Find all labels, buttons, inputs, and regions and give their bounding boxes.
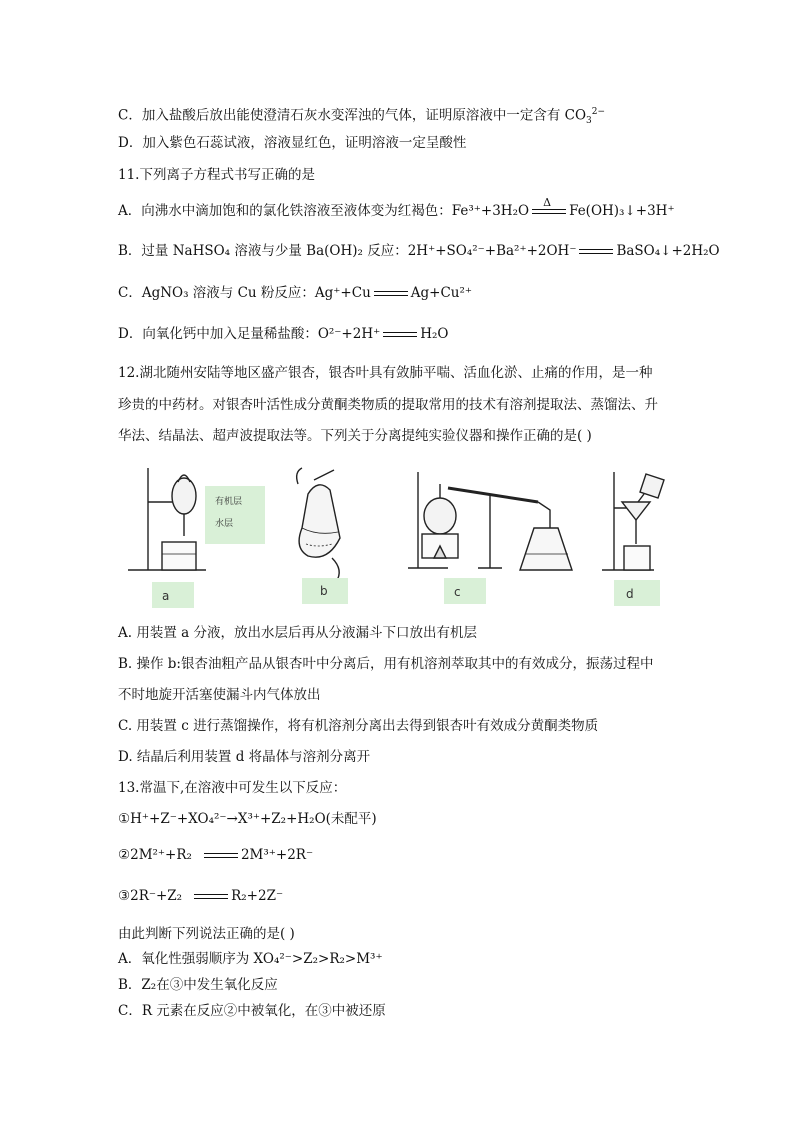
q13-stem: 13.常温下,在溶液中可发生以下反应： [118,780,347,796]
q12-option-b-line1: B. 操作 b:银杏油粗产品从银杏叶中分离后，用有机溶剂萃取其中的有效成分，振荡过程中 [118,656,654,672]
apparatus-drawing [118,458,678,610]
q11-option-d: D．向氧化钙中加入足量稀盐酸：O²⁻+2H⁺ H₂O [118,326,449,342]
equals-sign [194,892,228,902]
q13-reaction-2: ②2M²⁺+R₂ 2M³⁺+2R⁻ [118,847,314,863]
q11-option-c: C．AgNO₃ 溶液与 Cu 粉反应：Ag⁺+Cu Ag+Cu²⁺ [118,285,473,301]
q11-stem: 11.下列离子方程式书写正确的是 [118,167,315,183]
label-d: d [614,580,660,606]
q12-stem-line2: 珍贵的中药材。对银杏叶活性成分黄酮类物质的提取常用的技术有溶剂提取法、蒸馏法、升 [118,397,658,413]
equals-sign [204,851,238,861]
label-a: a [152,582,194,608]
q11-option-b: B．过量 NaHSO₄ 溶液与少量 Ba(OH)₂ 反应：2H⁺+SO₄²⁻+Ba²⁺+2OH⁻ BaSO₄↓+2H₂O [118,243,720,259]
apparatus-figure [118,458,678,610]
label-b: b [302,578,348,604]
equals-sign [579,247,613,257]
water-layer-label: 水层 [215,519,234,529]
q12-option-d: D. 结晶后利用装置 d 将晶体与溶剂分离开 [118,749,371,765]
heat-symbol: Δ [543,195,552,209]
q11-option-a: A．向沸水中滴加饱和的氯化铁溶液至液体变为红褐色：Fe³⁺+3H₂O Δ Fe(OH)₃↓+3H⁺ [118,195,675,219]
q12-stem-line3: 华法、结晶法、超声波提取法等。下列关于分离提纯实验仪器和操作正确的是( ) [118,428,592,444]
q12-stem-line1: 12.湖北随州安陆等地区盛产银杏，银杏叶具有敛肺平喘、活血化淤、止痛的作用，是一种 [118,365,653,381]
apparatus-b [297,468,340,582]
apparatus-d [602,472,664,570]
apparatus-a [128,468,206,570]
q13-judge: 由此判断下列说法正确的是( ) [118,926,295,942]
q10-option-c: C．加入盐酸后放出能使澄清石灰水变浑浊的气体，证明原溶液中一定含有 $CO_3^{2-}$ [118,107,606,127]
q10-option-d: D．加入紫色石蕊试液，溶液显红色，证明溶液一定呈酸性 [118,135,467,151]
q12-option-b-line2: 不时地旋开活塞使漏斗内气体放出 [118,687,321,703]
equals-sign [383,330,417,340]
equals-sign [532,195,566,217]
q13-option-a: A．氧化性强弱顺序为 XO₄²⁻>Z₂>R₂>M³⁺ [118,951,383,967]
label-c: c [444,578,486,604]
q12-option-c: C. 用装置 c 进行蒸馏操作，将有机溶剂分离出去得到银杏叶有效成分黄酮类物质 [118,718,599,734]
q13-option-c: C．R 元素在反应②中被氧化，在③中被还原 [118,1003,386,1019]
layer-legend [205,486,265,544]
organic-layer-label: 有机层 [215,497,243,507]
q13-option-b: B．Z₂在③中发生氧化反应 [118,977,278,993]
apparatus-c [408,472,572,570]
q12-option-a: A. 用装置 a 分液，放出水层后再从分液漏斗下口放出有机层 [118,625,477,641]
q13-reaction-3: ③2R⁻+Z₂ R₂+2Z⁻ [118,888,284,904]
q13-reaction-1: ①H⁺+Z⁻+XO₄²⁻→X³⁺+Z₂+H₂O(未配平) [118,811,377,827]
equals-sign [374,289,408,299]
